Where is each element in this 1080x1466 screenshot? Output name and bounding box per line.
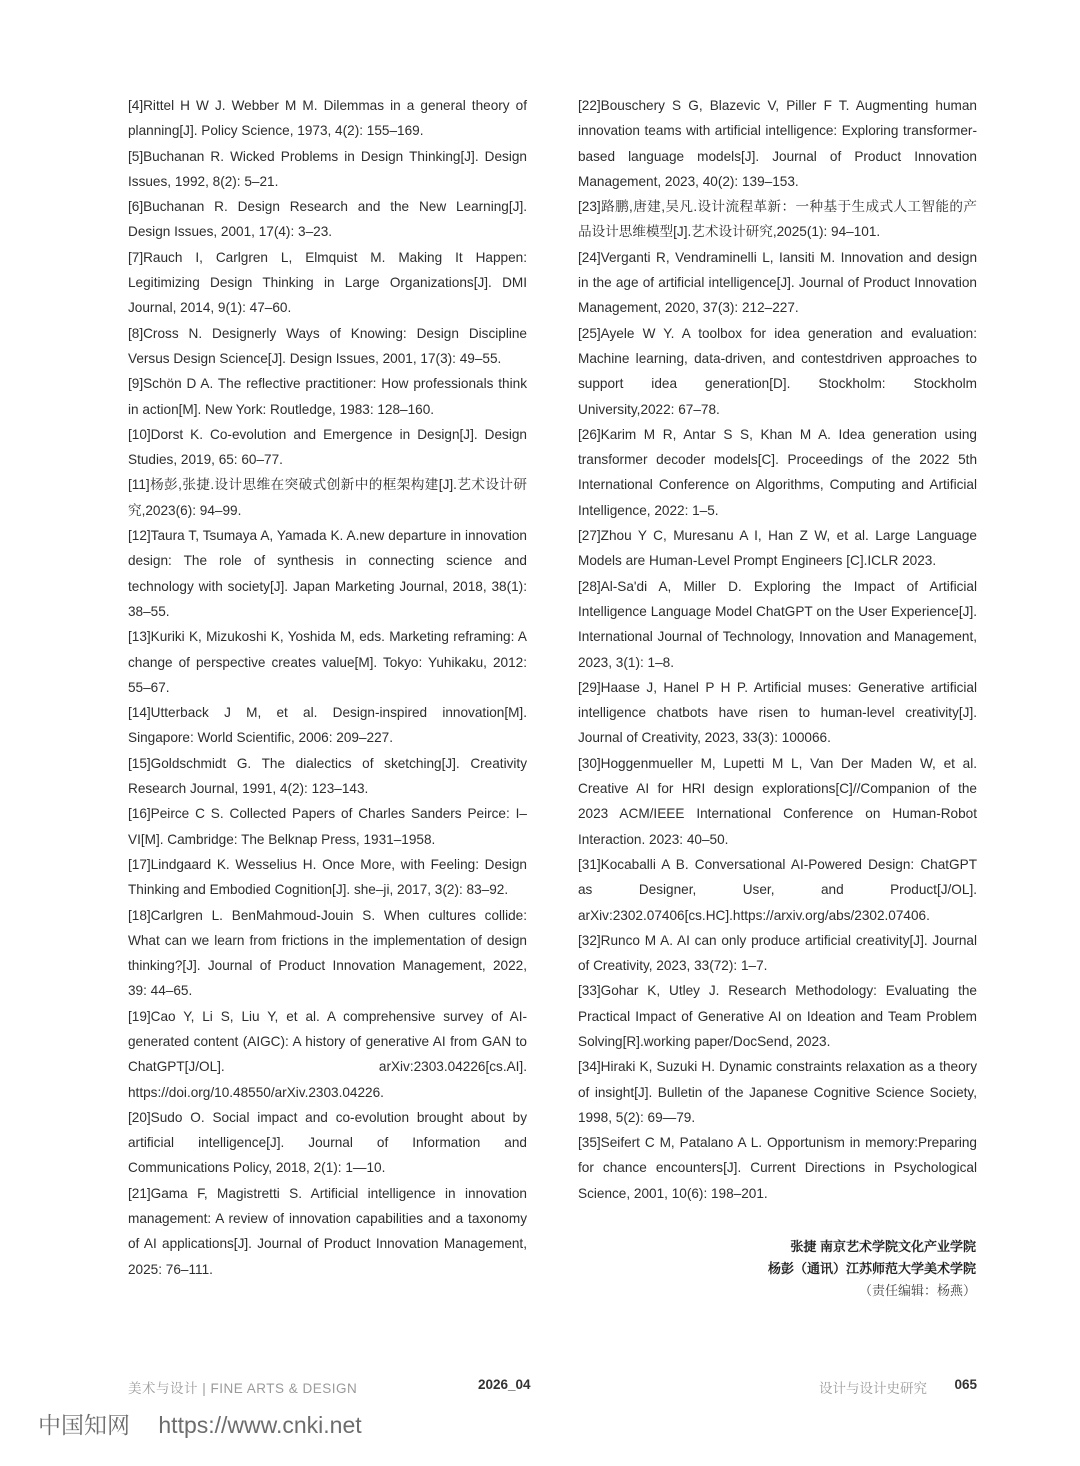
reference-entry: [6]Buchanan R. Design Research and the New Learning[J]. Design Issues, 2001, 17(4): 3–23. <box>128 199 527 240</box>
reference-entry: [27]Zhou Y C, Muresanu A I, Han Z W, et al. Large Language Models are Human-Level Prompt Engineers [C].ICLR 2023. <box>578 528 977 569</box>
reference-entry: [35]Seifert C M, Patalano A L. Opportunism in memory:Preparing for chance encounters[J]. Current Directions in Psychological Science, 2001, 10(6): 198–201. <box>578 1135 977 1201</box>
references-right-column <box>578 93 977 1206</box>
journal-name: 美术与设计 | FINE ARTS & DESIGN <box>128 1381 358 1396</box>
section-title: 设计与设计史研究 <box>819 1381 927 1396</box>
reference-entry: [8]Cross N. Designerly Ways of Knowing: Design Discipline Versus Design Science[J]. Design Issues, 2001, 17(3): 49–55. <box>128 325 527 366</box>
responsible-editor: （责任编辑：杨燕） <box>858 1283 976 1298</box>
author-line-1: 张捷 南京艺术学院文化产业学院 <box>790 1239 976 1254</box>
reference-entry: [20]Sudo O. Social impact and co-evolution brought about by artificial intelligence[J]. Journal of Information and Communications Policy, 2018, 2(1): 1—10. <box>128 1109 527 1176</box>
reference-entry: [18]Carlgren L. BenMahmoud-Jouin S. When cultures collide: What can we learn from frictions in the implementation of design thinking?[J]. Journal of Product Innovation Management, 2022, 39: 44–65. <box>128 907 527 999</box>
reference-entry: [22]Bouschery S G, Blazevic V, Piller F T. Augmenting human innovation teams with artificial intelligence: Exploring transformer-based language models[J]. Journal of Product Innovation Management, 2023, 40(2): 139–153. <box>578 98 977 189</box>
reference-entry: [16]Peirce C S. Collected Papers of Charles Sanders Peirce: I–VI[M]. Cambridge: The Belknap Press, 1931–1958. <box>128 806 527 847</box>
reference-entry: [11]杨彭,张捷.设计思维在突破式创新中的框架构建[J].艺术设计研究,2023(6): 94–99. <box>128 477 527 518</box>
reference-entry: [23]路鹏,唐建,吴凡.设计流程革新：一种基于生成式人工智能的产品设计思维模型[J].艺术设计研究,2025(1): 94–101. <box>578 199 977 240</box>
reference-entry: [4]Rittel H W J. Webber M M. Dilemmas in a general theory of planning[J]. Policy Science, 1973, 4(2): 155–169. <box>128 98 527 139</box>
reference-entry: [31]Kocaballi A B. Conversational AI-Powered Design: ChatGPT as Designer, User, and Product[J/OL]. arXiv:2302.07406[cs.HC].https://arxiv.org/abs/2302.07406. <box>578 856 977 923</box>
references-left-column <box>128 93 527 1282</box>
reference-entry: [12]Taura T, Tsumaya A, Yamada K. A.new departure in innovation design: The role of synthesis in connecting science and technology with society[J]. Japan Marketing Journal, 2018, 38(1): 38–55. <box>128 528 527 619</box>
author-line-2: 杨彭（通讯）江苏师范大学美术学院 <box>767 1261 976 1276</box>
watermark-name: 中国知网 <box>38 1412 130 1438</box>
reference-entry: [17]Lindgaard K. Wesselius H. Once More, with Feeling: Design Thinking and Embodied Cognition[J]. she–ji, 2017, 3(2): 83–92. <box>128 856 527 898</box>
reference-entry: [24]Verganti R, Vendraminelli L, Iansiti M. Innovation and design in the age of artificial intelligence[J]. Journal of Product Innovation Management, 2020, 37(3): 212–227. <box>578 249 977 316</box>
page-footer <box>128 1377 977 1397</box>
reference-entry: [25]Ayele W Y. A toolbox for idea generation and evaluation: Machine learning, data-driven, and contestdriven approaches to support idea generation[D]. Stockholm: Stockholm University,2022: 67–78. <box>578 325 977 417</box>
author-block <box>768 1236 976 1302</box>
reference-entry: [29]Haase J, Hanel P H P. Artificial muses: Generative artificial intelligence chatbots have risen to human-level creativity[J]. Journal of Creativity, 2023, 33(3): 100066. <box>578 679 977 746</box>
reference-entry: [14]Utterback J M, et al. Design-inspired innovation[M]. Singapore: World Scientific, 2006: 209–227. <box>128 705 527 746</box>
reference-entry: [33]Gohar K, Utley J. Research Methodology: Evaluating the Practical Impact of Generative AI on Ideation and Team Problem Solving[R].working paper/DocSend, 2023. <box>578 983 977 1049</box>
issue-number: 2026_04 <box>478 1377 531 1392</box>
cnki-watermark <box>38 1407 362 1439</box>
reference-entry: [30]Hoggenmueller M, Lupetti M L, Van Der Maden W, et al. Creative AI for HRI design explorations[C]//Companion of the 2023 ACM/IEEE International Conference on Human-Robot Interaction. 2023: 40–50. <box>578 755 977 847</box>
watermark-url: https://www.cnki.net <box>158 1412 362 1438</box>
reference-entry: [7]Rauch I, Carlgren L, Elmquist M. Making It Happen: Legitimizing Design Thinking in Large Organizations[J]. DMI Journal, 2014, 9(1): 47–60. <box>128 249 527 316</box>
reference-entry: [19]Cao Y, Li S, Liu Y, et al. A comprehensive survey of AI-generated content (AIGC): A history of generative AI from GAN to ChatGPT[J/OL]. arXiv:2303.04226[cs.AI]. https://doi.org/10.48550/arXiv.2303.04226. <box>128 1008 527 1100</box>
reference-entry: [13]Kuriki K, Mizukoshi K, Yoshida M, eds. Marketing reframing: A change of perspective creates value[M]. Tokyo: Yuhikaku, 2012: 55–67. <box>128 629 527 695</box>
reference-entry: [5]Buchanan R. Wicked Problems in Design Thinking[J]. Design Issues, 1992, 8(2): 5–21. <box>128 148 527 189</box>
reference-entry: [26]Karim M R, Antar S S, Khan M A. Idea generation using transformer decoder models[C]. Proceedings of the 2022 5th International Conference on Algorithms, Computing and Artificial Intelligence, 2022: 1–5. <box>578 426 977 518</box>
reference-entry: [15]Goldschmidt G. The dialectics of sketching[J]. Creativity Research Journal, 1991, 4(2): 123–143. <box>128 755 527 797</box>
reference-entry: [21]Gama F, Magistretti S. Artificial intelligence in innovation management: A review of innovation capabilities and a taxonomy of AI applications[J]. Journal of Product Innovation Management, 2025: 76–111. <box>128 1185 527 1277</box>
reference-entry: [10]Dorst K. Co-evolution and Emergence in Design[J]. Design Studies, 2019, 65: 60–77. <box>128 426 527 468</box>
page-number: 065 <box>954 1377 977 1392</box>
reference-entry: [32]Runco M A. AI can only produce artificial creativity[J]. Journal of Creativity, 2023, 33(72): 1–7. <box>578 932 977 974</box>
reference-entry: [28]Al-Sa'di A, Miller D. Exploring the Impact of Artificial Intelligence Language Model ChatGPT on the User Experience[J]. International Journal of Technology, Innovation and Management, 2023, 3(1): 1–8. <box>578 578 977 670</box>
reference-entry: [9]Schön D A. The reflective practitioner: How professionals think in action[M]. New York: Routledge, 1983: 128–160. <box>128 376 527 417</box>
reference-entry: [34]Hiraki K, Suzuki H. Dynamic constraints relaxation as a theory of insight[J]. Bulletin of the Japanese Cognitive Science Society, 1998, 5(2): 69—79. <box>578 1059 977 1125</box>
